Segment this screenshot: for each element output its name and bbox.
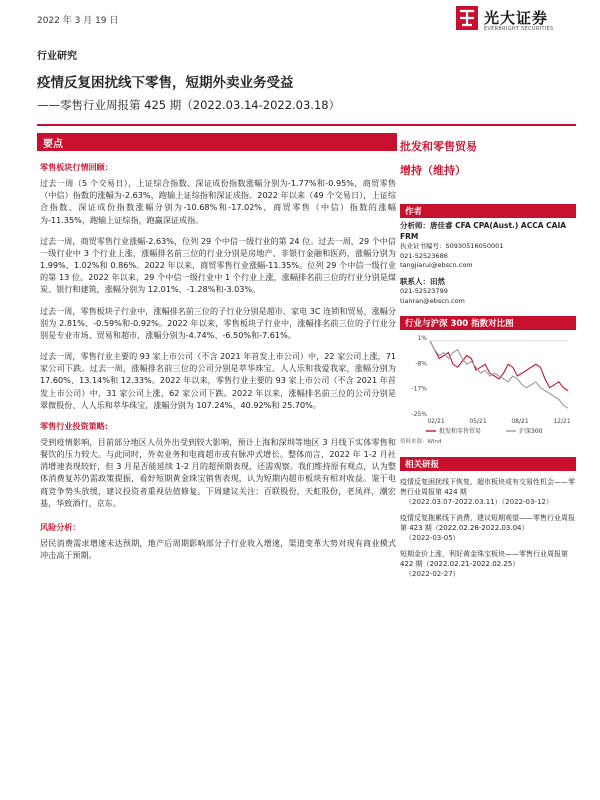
section-strategy [40,420,396,509]
y-tick-label: -17% [411,385,427,393]
authors-bar [400,204,576,218]
x-tick-label: 05/21 [469,418,487,425]
report-date: 2022 年 3 月 19 日 [37,16,119,26]
x-tick-label: 02/21 [427,418,445,425]
report-category: 行业研究 [37,51,77,62]
contact-email[interactable]: tianran@ebscn.com [400,296,465,305]
analyst-line: 分析师：唐佳睿 CFA CPA(Aust.) ACCA CAIA FRM [400,221,567,241]
legend-label: 批发和零售贸易 [439,428,482,435]
analyst-phone: 021-52523686 [400,251,448,260]
series-line [430,341,568,408]
brand-name-en: EVERBRIGHT SECURITIES [484,26,554,32]
related-title[interactable]: 短期金价上涨，利好黄金珠宝板块——零售行业周报第 422 期（2022.02.21-2022.02.25） [400,550,568,568]
keypoints-bar [37,133,397,151]
paragraph: 过去一周，商贸零售行业涨幅-2.63%，位列 29 个中信一级行业的第 24 位。过去一周，29 个中信一级行业中 3 个行业上涨，涨幅排名前三位的行业分别是房地产、非银行金融和医药，涨幅分别为 1.99%、1.02%和 0.86%。2022 年以来，商贸零售行业涨幅-11.35%。位列 29 个中信一级行业的第 13 位。2022 年以来，29 个中信一级行业中 1 个行业上涨，涨幅排名前三位的行业分别是煤炭、银行和建筑，涨幅分别为 12.01%、-1.28%和-3.03%。 [40,235,396,295]
comparison-chart [400,332,576,436]
related-title[interactable]: 疫情反复困扰线下恢复，超市板块或有交易性机会——零售行业周报第 424 期 [400,478,575,496]
related-date: （2022.03.07-2022.03.11）（2022-03-12） [405,498,553,506]
title-divider [37,124,576,126]
related-list [400,477,576,579]
brand-name-cn: 光大证券 [484,9,549,27]
keypoints-label: 要点 [43,139,63,150]
section-heading: 风险分析： [40,521,81,532]
brand-mark-icon [456,6,478,30]
related-bar [400,457,576,471]
related-date: （2022-03-05） [405,534,460,542]
paragraph: 受到疫情影响，目前部分地区人员外出受到较大影响，预计上海和深圳等地区 3 月线下实体零售和餐饮的压力较大。与此同时，外卖业务和电商超市或有脉冲式增长。整体而言，2022 年 1-2 月社消增速表现较好，但 3 月是否能延续 1-2 月的超预期表现，还需观察。我们维持原有观点，认为整体消费复苏仍需政策提振，看好短期黄金珠宝销售表现，认为短期内超市板块有相对收益。鉴于电商竞争势头放缓，建议投资者重视估值修复。下周建议关注：百联股份，天虹股份，老凤祥，潮宏基，华致酒行，京东。 [40,436,396,508]
y-tick-label: -8% [415,360,427,368]
brand-logo [456,6,576,36]
chart-source: 资料来源：Wind [400,439,442,445]
section-heading: 零售板块行情回顾： [40,162,113,172]
x-tick-label: 08/21 [511,418,529,425]
authors-label: 作者 [405,207,423,217]
section-market-review [40,161,396,411]
section-heading: 零售行业投资策略: [40,420,108,431]
rating-value: 增持（维持） [400,164,466,177]
related-item[interactable] [400,477,576,507]
x-tick-label: 12/21 [553,418,571,425]
paragraph: 居民消费需求增速未达预期，地产后周期影响部分子行业收入增速，渠道变革大势对现有商业模式冲击高于预期。 [40,538,396,561]
legend-label: 沪深300 [519,428,543,435]
related-item[interactable] [400,513,576,543]
related-item[interactable] [400,549,576,579]
chart-title: 行业与沪深 300 指数对比图 [405,319,514,329]
related-label: 相关研报 [405,460,440,470]
analyst-cert: 执业证书编号：S0930516050001 [400,242,504,250]
chart-title-bar [400,316,576,330]
y-tick-label: -25% [411,411,427,418]
related-title[interactable]: 疫情反复拖累线下消费，建议短期观望——零售行业周报第 423 期（2022.02.28-2022.03.04） [400,514,575,532]
series-line [430,341,568,391]
paragraph: 过去一周（5 个交易日），上证综合指数、深证成份指数涨幅分别为-1.77%和-0.95%，商贸零售（中信）指数的涨幅为-2.63%，跑输上证综指和深证成指。2022 年以来（49 个交易日），上证综合指数、深证成份指数涨幅分别为-10.68%和-17.02%，商贸零售（中信）指数的涨幅为-11.35%，跑输上证综指，跑赢深证成指。 [40,178,396,225]
rating-sector: 批发和零售贸易 [400,140,477,153]
sidebar [400,133,576,579]
report-subtitle: ——零售行业周报第 425 期（2022.03.14-2022.03.18） [37,98,341,112]
contact-line: 联系人：田然 [400,276,445,286]
paragraph: 过去一周，零售行业主要的 93 家上市公司（不含 2021 年首发上市公司）中，22 家公司上涨，71 家公司下跌。过去一周，涨幅排名前三位的公司分别是萃华珠宝、人人乐和我爱我家，涨幅分别为 17.60%、13.14%和 12.33%。2022 年以来，零售行业主要的 93 家上市公司（不含 2021 年首发上市公司）中，31 家公司上涨，62 家公司下跌。2022 年以来，涨幅排名前三位的公司分别是翠微股份、人人乐和萃华珠宝，涨幅分别为 107.24%、40.92%和 25.70%。 [40,351,396,410]
main-text [40,161,396,570]
paragraph: 过去一周，零售板块子行业中，涨幅排名前三位的子行业分别是超市、家电 3C 连锁和贸易，涨幅分别为 2.81%、-0.59%和-0.92%。2022 年以来，零售板块子行业中，涨幅排名前三位的子行业分别是专业市场、贸易和超市，涨幅分别为-4.74%、-6.50%和-7.61%。 [40,305,396,340]
y-tick-label: 1% [417,335,427,342]
report-title: 疫情反复困扰线下零售，短期外卖业务受益 [37,75,294,91]
related-date: （2022-02-27） [405,570,460,578]
contact-phone: 021-52523799 [400,287,448,295]
analyst-email[interactable]: tangjiarui@ebscn.com [400,261,473,269]
section-risk [40,521,396,561]
